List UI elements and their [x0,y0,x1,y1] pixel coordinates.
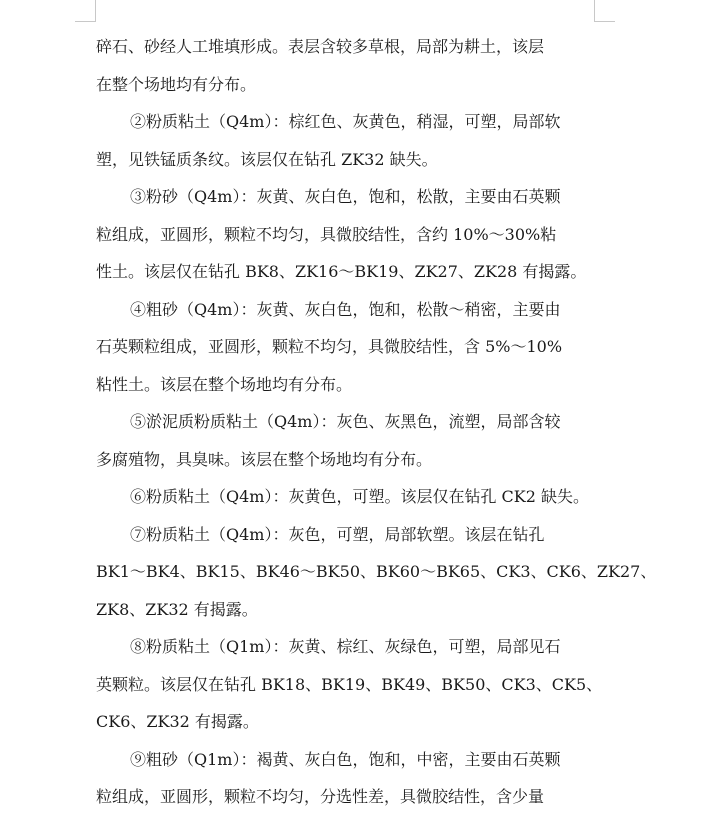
paragraph-start-line: ③粉砂（Q4m）：灰黄、灰白色，饱和，松散，主要由石英颗 [130,187,561,206]
text-line: BK1～BK4、BK15、BK46～BK50、BK60～BK65、CK3、CK6、ZK27、 [96,562,657,581]
text-line: 碎石、砂经人工堆填形成。表层含较多草根，局部为耕土，该层 [96,37,545,56]
text-line: 多腐殖物，具臭味。该层在整个场地均有分布。 [96,449,433,469]
document-body [96,28,657,816]
paragraph-start-line: ⑥粉质粘土（Q4m）：灰黄色，可塑。该层仅在钻孔 CK2 缺失。 [130,487,590,506]
paragraph-start-line: ⑦粉质粘土（Q4m）：灰色，可塑，局部软塑。该层在钻孔 [130,524,545,544]
paragraph-start-line: ⑨粗砂（Q1m）：褐黄、灰白色，饱和，中密，主要由石英颗 [130,749,561,769]
text-line: 粒组成，亚圆形，颗粒不均匀，分选性差，具微胶结性，含少量 [96,787,545,806]
crop-mark-top-left-vertical [95,0,96,22]
text-line: ZK8、ZK32 有揭露。 [96,599,258,619]
paragraph-start-line: ②粉质粘土（Q4m）：棕红色、灰黄色，稍湿，可塑，局部软 [130,112,561,131]
paragraph-start-line: ⑧粉质粘土（Q1m）：灰黄、棕红、灰绿色，可塑，局部见石 [130,637,561,656]
crop-mark-top-right-vertical [594,0,595,22]
crop-mark-top-right-horizontal [594,21,615,22]
crop-mark-top-left-horizontal [75,21,96,22]
text-line: 塑，见铁锰质条纹。该层仅在钻孔 ZK32 缺失。 [96,149,438,169]
text-line: 石英颗粒组成，亚圆形，颗粒不均匀，具微胶结性，含 5%～10% [96,337,563,356]
text-line: 粒组成，亚圆形，颗粒不均匀，具微胶结性，含约 10%～30%粘 [96,224,557,244]
text-line: 性土。该层仅在钻孔 BK8、ZK16～BK19、ZK27、ZK28 有揭露。 [96,262,587,281]
paragraph-start-line: ⑤淤泥质粉质粘土（Q4m）：灰色、灰黑色，流塑，局部含较 [130,412,561,431]
paragraph-start-line: ④粗砂（Q4m）：灰黄、灰白色，饱和，松散～稍密，主要由 [130,299,561,319]
text-line: 粘性土。该层在整个场地均有分布。 [96,374,353,394]
text-line: CK6、ZK32 有揭露。 [96,712,259,731]
text-line: 在整个场地均有分布。 [96,74,257,94]
text-line: 英颗粒。该层仅在钻孔 BK18、BK19、BK49、BK50、CK3、CK5、 [96,674,603,694]
